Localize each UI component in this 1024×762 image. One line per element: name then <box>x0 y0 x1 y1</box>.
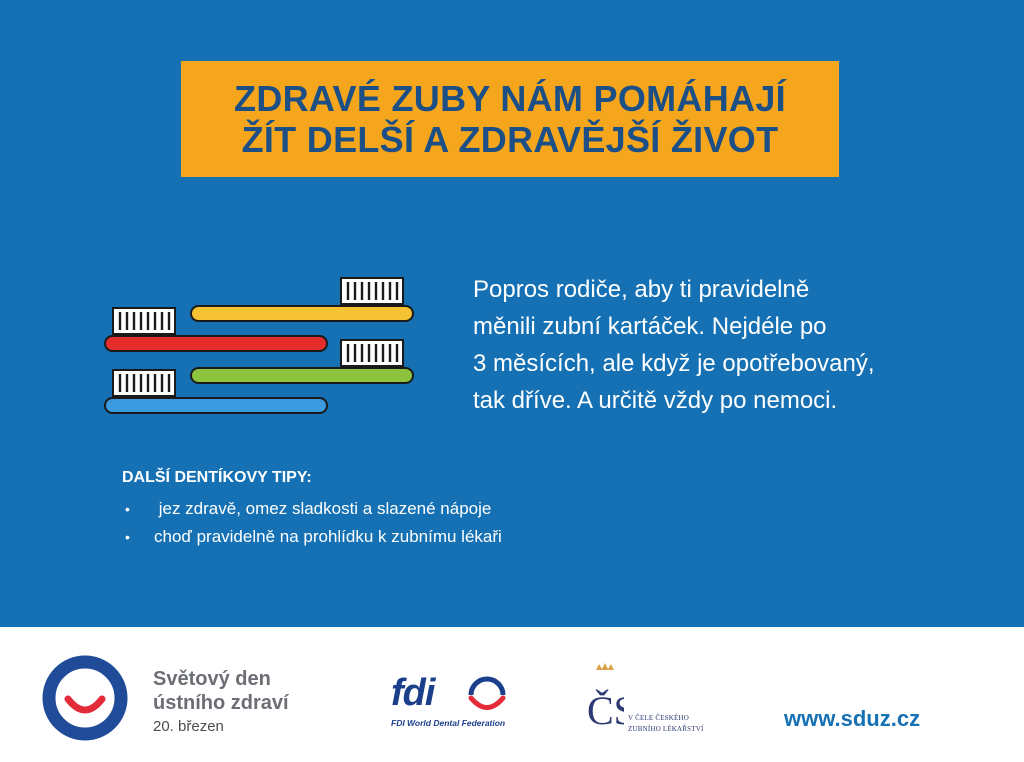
csk-logo <box>584 662 704 739</box>
message-line: tak dříve. A určitě vždy po nemoci. <box>473 387 838 414</box>
fdi-swoosh-icon <box>465 673 509 717</box>
website-link[interactable]: www.sduz.cz <box>784 706 921 731</box>
fdi-wordmark: fdi <box>391 672 435 714</box>
advice-message <box>473 271 1013 419</box>
headline-line-2: ŽÍT DELŠÍ A ZDRAVĚJŠÍ ŽIVOT <box>241 119 779 160</box>
tips-section <box>122 467 502 551</box>
tips-list <box>122 495 502 551</box>
footer <box>0 627 1024 762</box>
csk-line-2: ZUBNÍHO LÉKAŘSTVÍ <box>628 725 704 733</box>
wod-date: 20. březen <box>153 718 224 735</box>
csk-line-1: V ČELE ČESKÉHO <box>628 714 690 722</box>
headline-banner <box>181 61 839 177</box>
wod-line-2: ústního zdraví <box>153 692 289 714</box>
fdi-subtitle: FDI World Dental Federation <box>391 718 506 728</box>
world-oral-health-day-logo <box>42 655 128 741</box>
tip-text: choď pravidelně na prohlídku k zubnímu lékaři <box>154 527 502 546</box>
tip-text: jez zdravě, omez sladkosti a slazené nápoje <box>154 499 492 518</box>
list-item <box>122 495 502 523</box>
message-line: 3 měsících, ale když je opotřebovaný, <box>473 350 875 377</box>
world-oral-health-day-text <box>153 667 289 739</box>
message-line: měnili zubní kartáček. Nejdéle po <box>473 313 827 340</box>
list-item <box>122 523 502 551</box>
bullet-icon: • <box>125 529 130 545</box>
csk-monogram: Č <box>587 688 614 733</box>
toothbrushes-illustration <box>100 270 420 420</box>
wod-line-1: Světový den <box>153 668 271 690</box>
tips-title: DALŠÍ DENTÍKOVY TIPY: <box>122 469 312 486</box>
headline-line-1: ZDRAVÉ ZUBY NÁM POMÁHAJÍ <box>234 78 786 119</box>
csk-crown-icon <box>584 662 624 734</box>
message-line: Popros rodiče, aby ti pravidelně <box>473 276 810 303</box>
csk-tagline <box>628 713 738 735</box>
bullet-icon: • <box>125 501 130 517</box>
toothbrush-yellow <box>191 278 413 321</box>
